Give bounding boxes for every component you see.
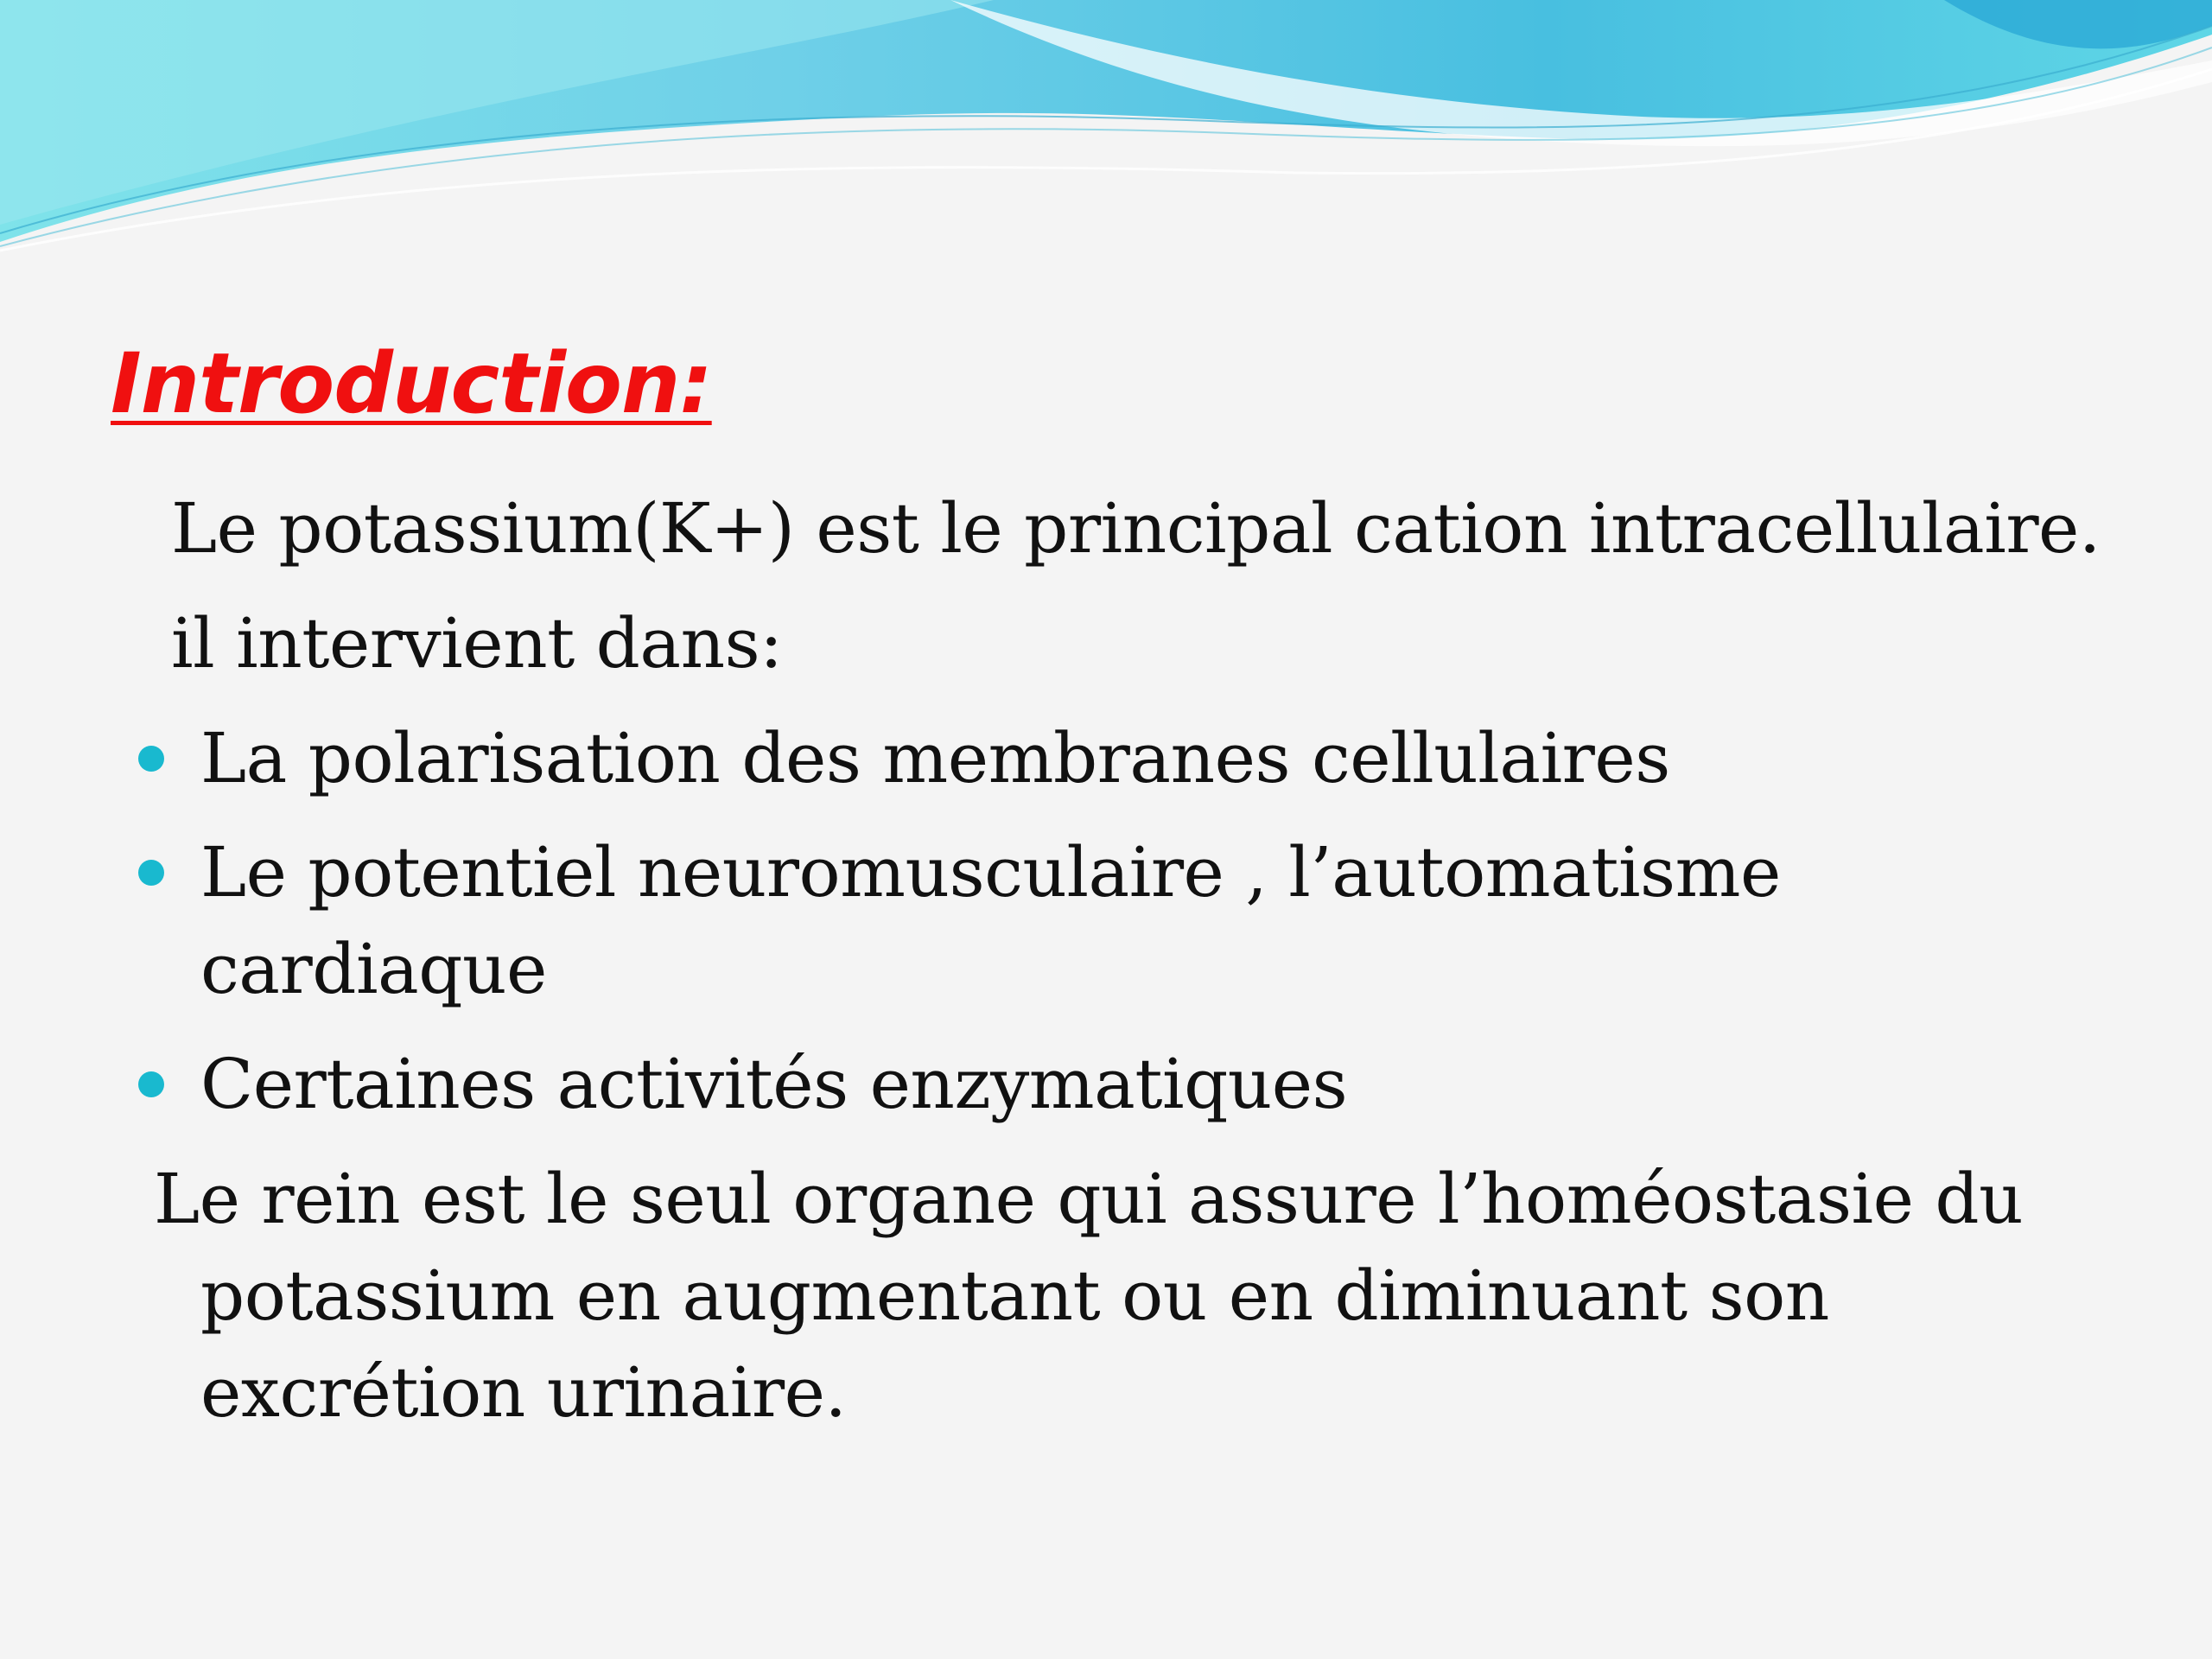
conclusion-line-1: Le rein est le seul organe qui assure l’homéostasie du (154, 1159, 2024, 1239)
header-wave-decoration (0, 0, 2212, 259)
slide-title: Introduction: (111, 335, 712, 432)
intro-line-1: Le potassium(K+) est le principal cation intracellulaire. (171, 488, 2101, 569)
bullet-dot-icon (138, 1071, 164, 1097)
bullet-dot-icon (138, 746, 164, 772)
bullet-item-1: La polarisation des membranes cellulaires (200, 718, 1670, 798)
bullet-dot-icon (138, 860, 164, 886)
conclusion-line-2: potassium en augmentant ou en diminuant son (200, 1255, 1829, 1336)
bullet-item-3: Certaines activités enzymatiques (200, 1044, 1348, 1124)
intro-line-2: il intervient dans: (171, 603, 783, 683)
conclusion-line-3: excrétion urinaire. (200, 1352, 847, 1433)
bullet-item-2-line-1: Le potentiel neuromusculaire , l’automatisme (200, 832, 1781, 912)
bullet-item-2-line-2: cardiaque (200, 929, 547, 1009)
